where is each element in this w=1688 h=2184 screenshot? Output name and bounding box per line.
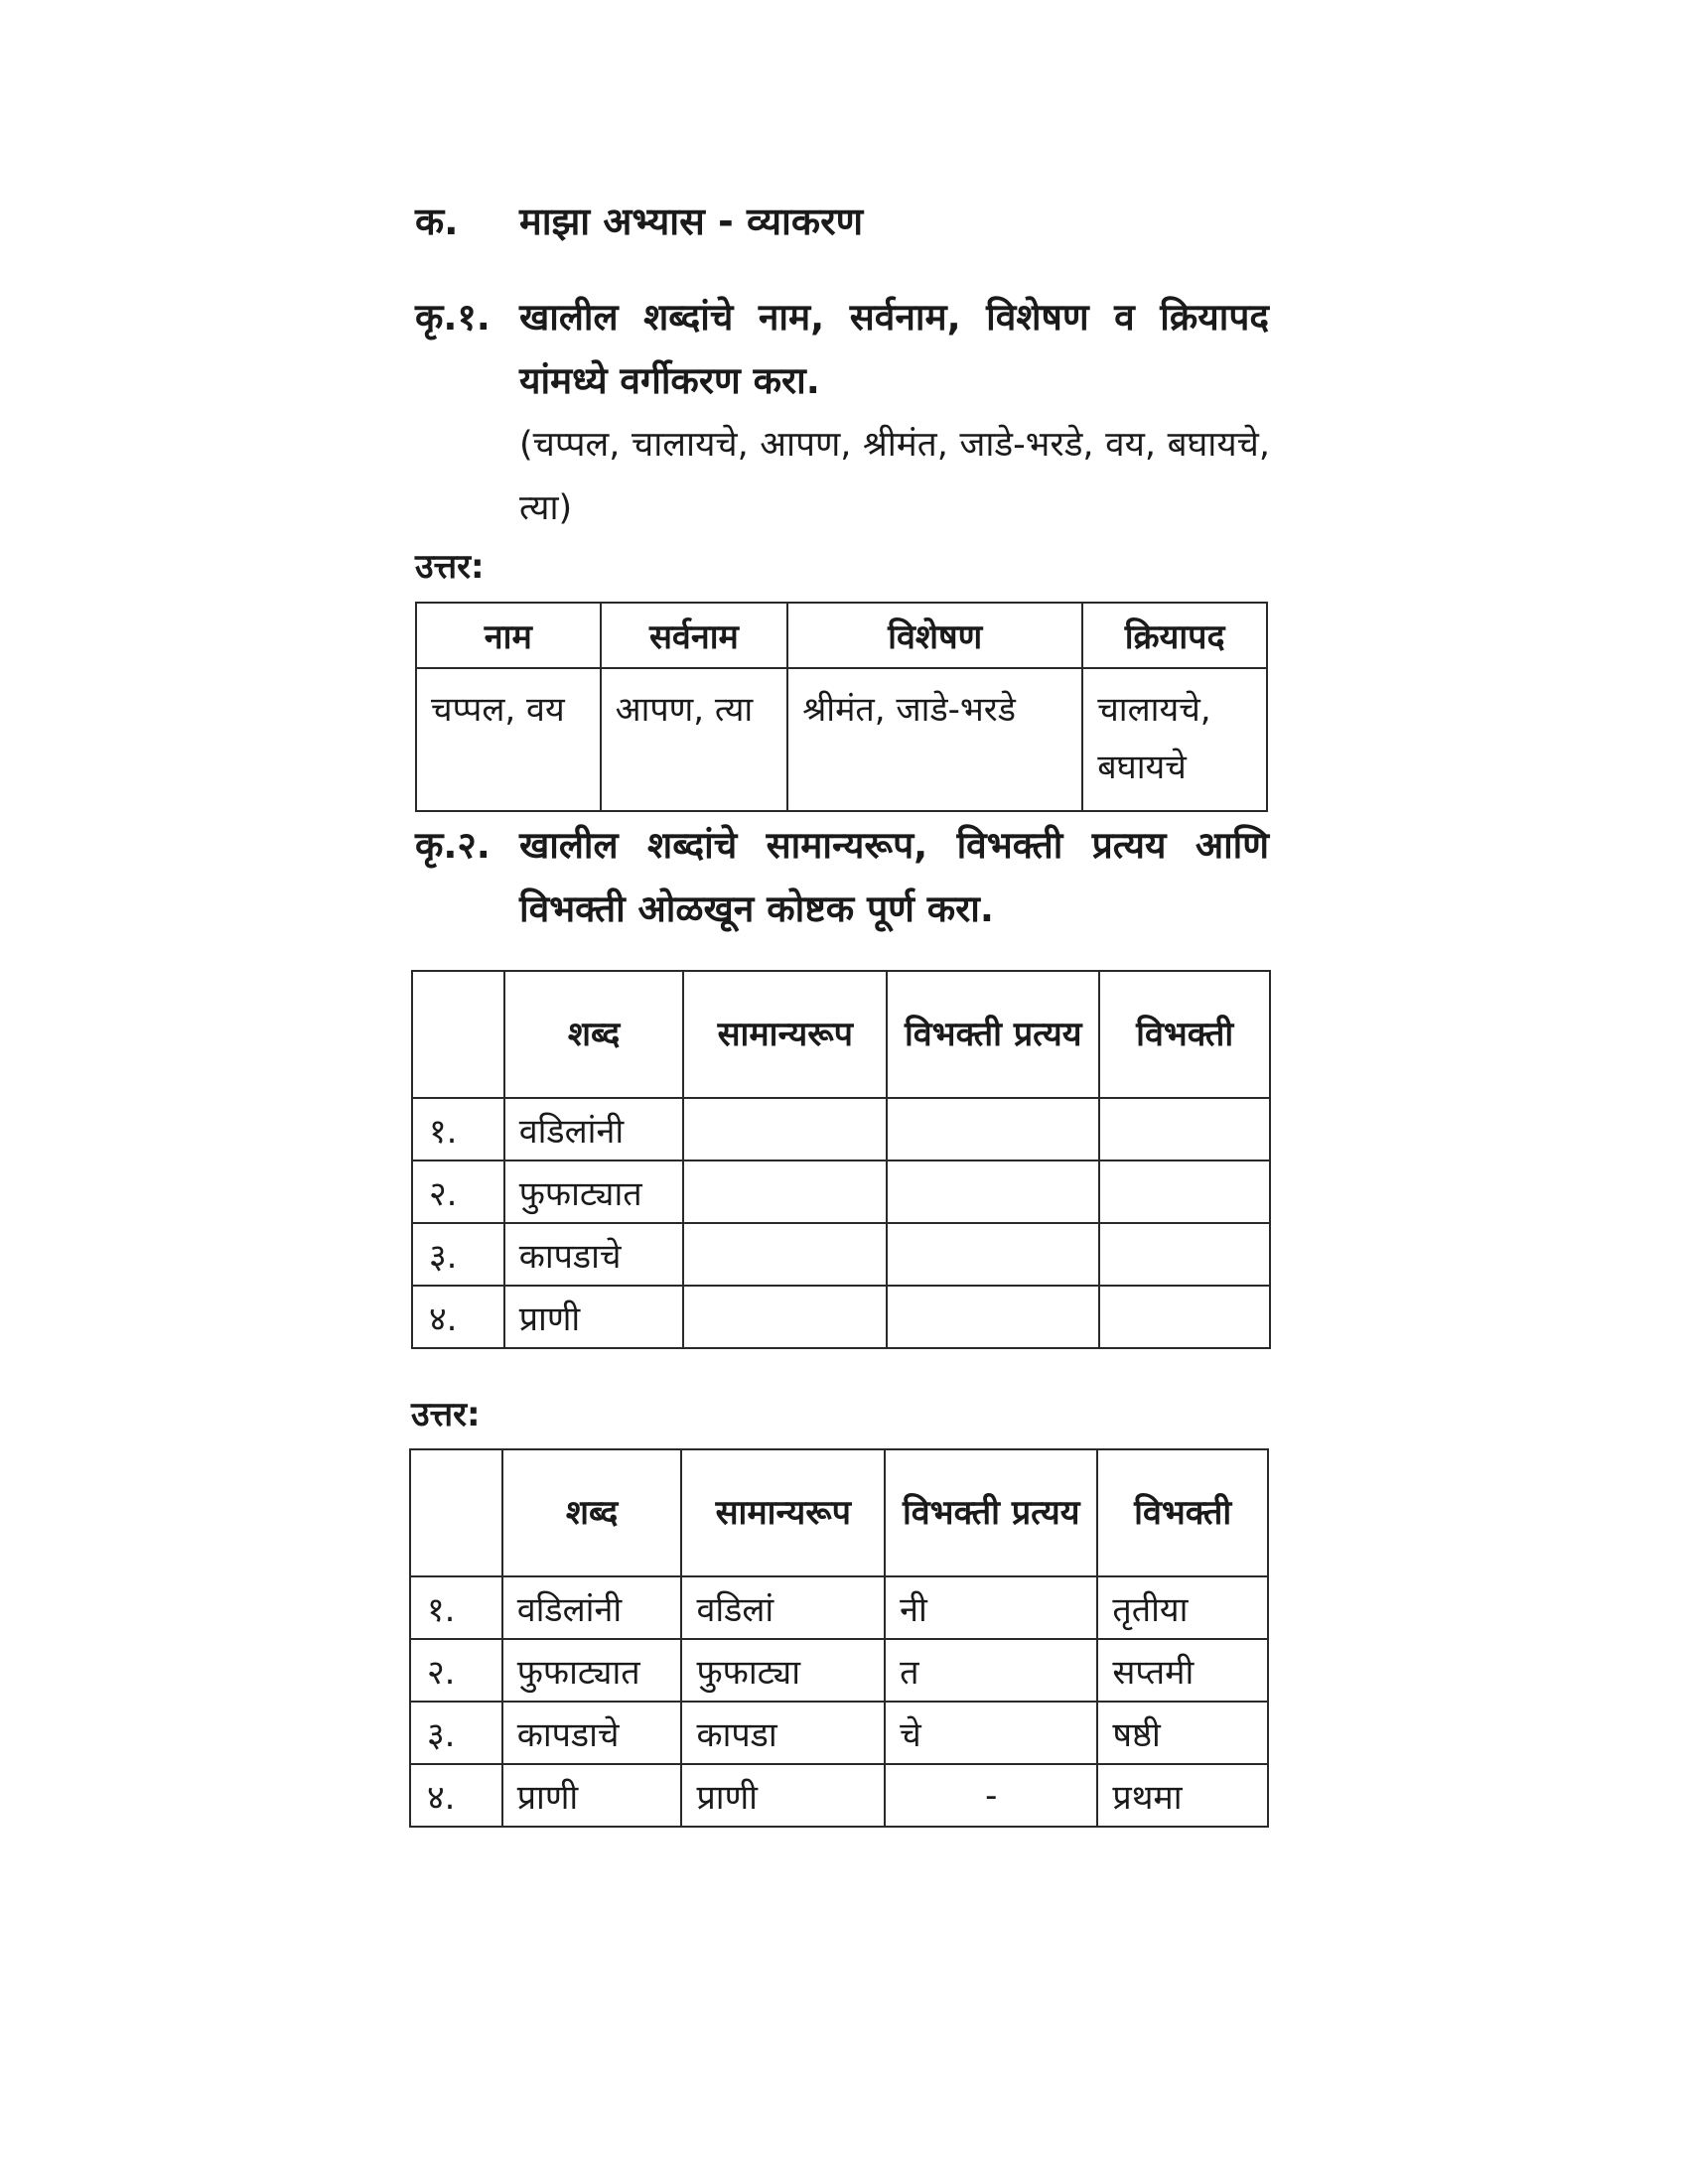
- row-word: फुफाट्यात: [504, 1160, 684, 1223]
- header-sarvanaam: सर्वनाम: [601, 603, 788, 668]
- blank-cell: [887, 1286, 1099, 1348]
- row-case: तृतीया: [1097, 1576, 1268, 1639]
- blank-cell: [887, 1160, 1099, 1223]
- question-1-text: खालील शब्दांचे नाम, सर्वनाम, विशेषण व क्रियापद यांमध्ये वर्गीकरण करा.: [519, 296, 1269, 402]
- row-suffix: -: [885, 1764, 1097, 1827]
- blank-cell: [1099, 1098, 1270, 1160]
- row-word: प्राणी: [504, 1286, 684, 1348]
- row-word: फुफाट्यात: [502, 1639, 682, 1702]
- header-vibhakti: विभक्ती: [1099, 971, 1270, 1098]
- answer-label-2: उत्तर:: [411, 1395, 481, 1434]
- row-case: सप्तमी: [1097, 1639, 1268, 1702]
- row-suffix: नी: [885, 1576, 1097, 1639]
- row-base-form: कापडा: [681, 1702, 885, 1764]
- row-word: प्राणी: [502, 1764, 682, 1827]
- question-2: [415, 814, 1269, 941]
- row-number: २.: [410, 1639, 502, 1702]
- row-number: २.: [412, 1160, 504, 1223]
- blank-cell: [683, 1286, 887, 1348]
- row-suffix: चे: [885, 1702, 1097, 1764]
- blank-cell: [887, 1223, 1099, 1286]
- question-2-number: कृ.२.: [415, 824, 491, 867]
- row-number: १.: [412, 1098, 504, 1160]
- exercise-table: [411, 970, 1271, 1349]
- table-row: [410, 1702, 1268, 1764]
- cell-visheshan: श्रीमंत, जाडे-भरडे: [787, 668, 1082, 811]
- row-suffix: त: [885, 1639, 1097, 1702]
- row-case: षष्ठी: [1097, 1702, 1268, 1764]
- table-row: [416, 668, 1267, 811]
- row-number: ४.: [412, 1286, 504, 1348]
- header-samanyarup: सामान्यरूप: [683, 971, 887, 1098]
- header-index: [412, 971, 504, 1098]
- question-1-word-list: (चप्पल, चालायचे, आपण, श्रीमंत, जाडे-भरडे, वय, बघायचे, त्या): [519, 425, 1270, 528]
- table-row: [412, 1098, 1270, 1160]
- table-row: [410, 1639, 1268, 1702]
- table-header-row: [410, 1449, 1268, 1576]
- table-row: [410, 1764, 1268, 1827]
- blank-cell: [887, 1098, 1099, 1160]
- row-number: ४.: [410, 1764, 502, 1827]
- row-base-form: वडिलां: [681, 1576, 885, 1639]
- section-title: माझा अभ्यास - व्याकरण: [519, 200, 864, 243]
- row-number: १.: [410, 1576, 502, 1639]
- row-base-form: प्राणी: [681, 1764, 885, 1827]
- classification-table: [415, 602, 1268, 812]
- header-index: [410, 1449, 502, 1576]
- row-case: प्रथमा: [1097, 1764, 1268, 1827]
- cell-sarvanaam: आपण, त्या: [601, 668, 788, 811]
- row-word: वडिलांनी: [504, 1098, 684, 1160]
- blank-cell: [1099, 1286, 1270, 1348]
- table-row: [412, 1286, 1270, 1348]
- answer-table: [409, 1448, 1269, 1828]
- row-number: ३.: [410, 1702, 502, 1764]
- section-heading: [415, 195, 863, 246]
- question-1-number: कृ.१.: [415, 296, 491, 339]
- question-2-text: खालील शब्दांचे सामान्यरूप, विभक्ती प्रत्यय आणि विभक्ती ओळखून कोष्टक पूर्ण करा.: [519, 824, 1269, 930]
- header-vibhakti-pratyay: विभक्ती प्रत्यय: [887, 971, 1099, 1098]
- row-word: कापडाचे: [502, 1702, 682, 1764]
- header-vibhakti-pratyay: विभक्ती प्रत्यय: [885, 1449, 1097, 1576]
- table-header-row: [412, 971, 1270, 1098]
- header-vibhakti: विभक्ती: [1097, 1449, 1268, 1576]
- blank-cell: [683, 1223, 887, 1286]
- table-header-row: [416, 603, 1267, 668]
- cell-kriyapad: चालायचे, बघायचे: [1082, 668, 1267, 811]
- blank-cell: [683, 1098, 887, 1160]
- header-shabd: शब्द: [502, 1449, 682, 1576]
- header-visheshan: विशेषण: [787, 603, 1082, 668]
- header-samanyarup: सामान्यरूप: [681, 1449, 885, 1576]
- header-shabd: शब्द: [504, 971, 684, 1098]
- header-kriyapad: क्रियापद: [1082, 603, 1267, 668]
- answer-label-1: उत्तर:: [415, 547, 485, 587]
- row-base-form: फुफाट्या: [681, 1639, 885, 1702]
- blank-cell: [1099, 1160, 1270, 1223]
- section-number: क.: [415, 200, 459, 243]
- table-row: [412, 1223, 1270, 1286]
- row-number: ३.: [412, 1223, 504, 1286]
- question-1: [415, 286, 1269, 413]
- header-naam: नाम: [416, 603, 601, 668]
- row-word: वडिलांनी: [502, 1576, 682, 1639]
- cell-naam: चप्पल, वय: [416, 668, 601, 811]
- blank-cell: [683, 1160, 887, 1223]
- table-row: [410, 1576, 1268, 1639]
- row-word: कापडाचे: [504, 1223, 684, 1286]
- blank-cell: [1099, 1223, 1270, 1286]
- table-row: [412, 1160, 1270, 1223]
